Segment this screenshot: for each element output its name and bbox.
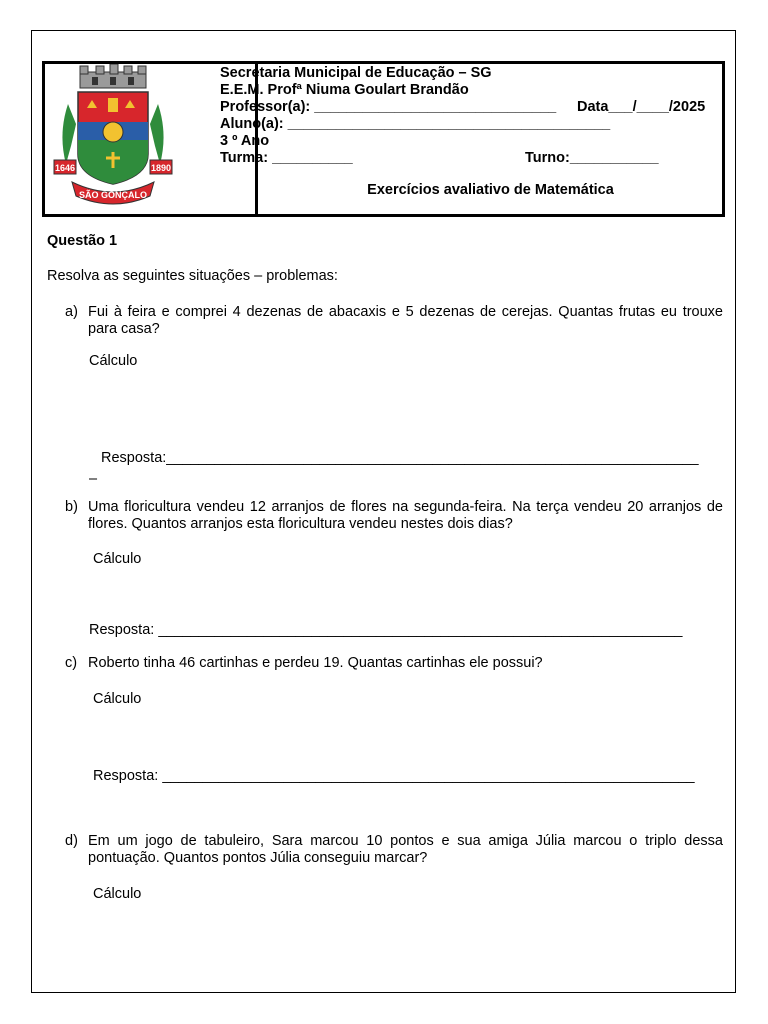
header-aluno: Aluno(a): ________________________________________ [220, 116, 611, 132]
question-intro: Resolva as seguintes situações – problemas: [47, 268, 338, 284]
item-d-calc: Cálculo [93, 886, 142, 902]
item-b-label: b) [65, 499, 78, 515]
sao-goncalo-crest [50, 64, 176, 209]
item-c-label: c) [65, 655, 78, 671]
item-a-answer: Resposta:__________________________________________________________________ [101, 450, 699, 466]
item-b-answer: Resposta: _________________________________________________________________ [89, 622, 683, 638]
header-exam-title: Exercícios avaliativo de Matemática [367, 182, 614, 198]
crest-year-left: 1646 [54, 163, 76, 173]
item-c-calc: Cálculo [93, 691, 142, 707]
item-a-dash: – [89, 471, 98, 487]
header-secretaria: Secretaria Municipal de Educação – SG [220, 65, 492, 81]
item-c-answer: Resposta: __________________________________________________________________ [93, 768, 695, 784]
item-b-text: Uma floricultura vendeu 12 arranjos de flores na segunda-feira. Na terça vendeu 20 arranjos de flores. Quantos arranjos esta floricultura vendeu nestes dois dias? [88, 499, 723, 532]
crest-banner-text: SÃO GONÇALO [78, 190, 148, 200]
item-a-calc: Cálculo [89, 353, 138, 369]
header-date: Data___/____/2025 [577, 99, 706, 115]
header-professor: Professor(a): ______________________________ [220, 99, 557, 115]
item-d-text: Em um jogo de tabuleiro, Sara marcou 10 pontos e sua amiga Júlia marcou o triplo dessa pontuação. Quantos pontos Júlia conseguiu marcar? [88, 833, 723, 866]
crest-emblem-icon [50, 64, 176, 209]
header-ano: 3 º Ano [220, 133, 270, 149]
header-school: E.E.M. Profª Niuma Goulart Brandão [220, 82, 469, 98]
header-box [42, 61, 725, 217]
item-b-calc: Cálculo [93, 551, 142, 567]
item-c-text: Roberto tinha 46 cartinhas e perdeu 19. Quantas cartinhas ele possui? [88, 655, 543, 671]
question-title: Questão 1 [47, 233, 118, 249]
item-d-label: d) [65, 833, 78, 849]
header-turma: Turma: __________ [220, 150, 353, 166]
item-a-label: a) [65, 304, 78, 320]
crest-year-right: 1890 [150, 163, 172, 173]
header-turno: Turno:___________ [525, 150, 659, 166]
item-a-text: Fui à feira e comprei 4 dezenas de abacaxis e 5 dezenas de cerejas. Quantas frutas eu trouxe para casa? [88, 304, 723, 337]
